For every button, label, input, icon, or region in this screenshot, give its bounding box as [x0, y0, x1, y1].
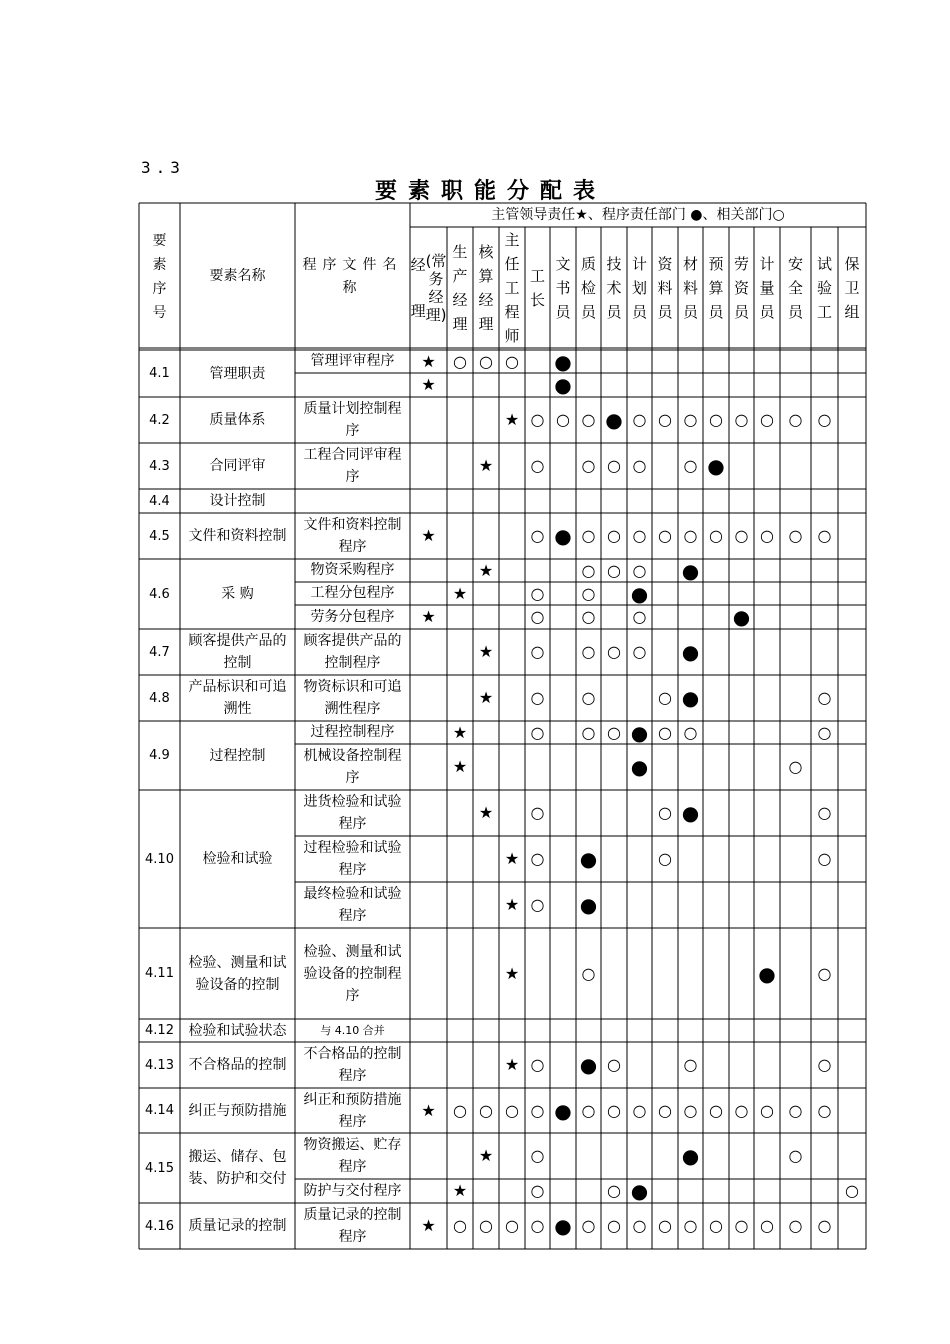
responsible-dot-mark: ●: [579, 847, 598, 871]
related-circle-mark: ○: [581, 722, 596, 742]
related-circle-mark: ○: [530, 607, 545, 626]
related-circle-mark: ○: [788, 410, 803, 429]
element-name: 采 购: [221, 586, 254, 602]
responsible-dot-mark: ●: [554, 524, 572, 548]
related-circle-mark: ○: [632, 410, 647, 429]
related-circle-mark: ○: [607, 456, 621, 475]
lead-star-mark: ★: [504, 849, 520, 868]
program-name: 工程合同评审程序: [303, 447, 402, 485]
element-code: 4.3: [149, 458, 170, 474]
element-name: 检验、测量和试验设备的控制: [188, 954, 287, 993]
responsible-dot-mark: ●: [630, 755, 649, 779]
related-circle-mark: ○: [658, 1216, 672, 1235]
element-name: 合同评审: [209, 458, 266, 474]
related-circle-mark: ○: [530, 410, 545, 429]
related-circle-mark: ○: [607, 560, 621, 580]
related-circle-mark: ○: [683, 526, 698, 545]
program-name: 进货检验和试验程序: [303, 794, 402, 832]
element-code: 4.8: [149, 690, 170, 706]
program-name: 物资搬运、贮存程序: [303, 1137, 402, 1175]
program-name: 劳务分包程序: [310, 609, 395, 625]
element-code: 4.14: [145, 1103, 174, 1118]
element-code: 4.2: [149, 412, 170, 428]
related-circle-mark: ○: [683, 1100, 698, 1120]
program-name: 质量计划控制程序: [303, 401, 402, 439]
responsible-dot-mark: ●: [681, 558, 700, 583]
element-code: 4.13: [145, 1057, 174, 1073]
lead-star-mark: ★: [452, 757, 468, 776]
related-circle-mark: ○: [734, 410, 749, 429]
program-name: 工程分包程序: [310, 585, 395, 601]
responsible-dot-mark: ●: [579, 893, 598, 917]
program-name: 检验、测量和试验设备的控制程序: [303, 943, 402, 1004]
related-circle-mark: ○: [530, 722, 545, 742]
responsible-dot-mark: ●: [630, 720, 649, 745]
program-name: 文件和资料控制程序: [303, 517, 402, 555]
related-circle-mark: ○: [817, 688, 832, 707]
program-name: 管理评审程序: [310, 353, 395, 369]
related-circle-mark: ○: [505, 1216, 519, 1235]
role-header: 安 全 员: [787, 254, 803, 321]
header-name: 要素名称: [209, 268, 266, 284]
related-circle-mark: ○: [817, 1055, 832, 1074]
role-header: 计 划 员: [631, 254, 647, 321]
related-circle-mark: ○: [788, 1216, 803, 1235]
responsible-dot-mark: ●: [681, 1144, 700, 1168]
related-circle-mark: ○: [581, 607, 596, 626]
lead-star-mark: ★: [421, 375, 436, 394]
lead-star-mark: ★: [421, 1216, 436, 1235]
related-circle-mark: ○: [788, 526, 803, 545]
element-name: 质量体系: [209, 412, 266, 428]
lead-star-mark: ★: [478, 688, 494, 707]
role-header: 材 料 员: [682, 254, 698, 321]
related-circle-mark: ○: [479, 351, 493, 371]
related-circle-mark: ○: [788, 757, 803, 776]
related-circle-mark: ○: [581, 1216, 596, 1235]
related-circle-mark: ○: [530, 1055, 545, 1074]
element-name: 搬运、储存、包装、防护和交付: [188, 1149, 287, 1187]
responsible-dot-mark: ●: [681, 686, 700, 710]
related-circle-mark: ○: [760, 526, 774, 545]
program-name: 质量记录的控制程序: [303, 1207, 402, 1245]
element-code: 4.1: [149, 366, 170, 381]
element-code: 4.6: [149, 586, 170, 602]
related-circle-mark: ○: [632, 1216, 647, 1235]
related-circle-mark: ○: [632, 526, 647, 545]
related-circle-mark: ○: [632, 642, 647, 661]
lead-star-mark: ★: [421, 1100, 436, 1120]
element-name: 管理职责: [209, 365, 266, 382]
role-header: 保 卫 组: [844, 254, 860, 321]
related-circle-mark: ○: [530, 895, 545, 914]
role-header: 劳 资 员: [733, 254, 749, 321]
related-circle-mark: ○: [632, 607, 647, 626]
related-circle-mark: ○: [581, 526, 596, 545]
related-circle-mark: ○: [817, 722, 832, 742]
role-header: 计 量 员: [759, 254, 775, 321]
related-circle-mark: ○: [581, 642, 596, 661]
related-circle-mark: ○: [581, 560, 596, 580]
related-circle-mark: ○: [734, 1100, 749, 1120]
program-name: 不合格品的控制程序: [303, 1046, 402, 1084]
related-circle-mark: ○: [607, 642, 621, 661]
program-name: 顾客提供产品的控制程序: [303, 633, 402, 671]
lead-star-mark: ★: [421, 351, 436, 371]
responsible-dot-mark: ●: [681, 801, 700, 825]
related-circle-mark: ○: [683, 456, 698, 475]
related-circle-mark: ○: [453, 1100, 467, 1120]
lead-star-mark: ★: [478, 1146, 494, 1165]
related-circle-mark: ○: [658, 526, 672, 545]
responsible-dot-mark: ●: [630, 1179, 649, 1203]
element-name: 产品标识和可追溯性: [188, 679, 287, 717]
related-circle-mark: ○: [505, 351, 519, 371]
program-name: 物资采购程序: [310, 562, 395, 578]
document-title: 要素职能分配表: [375, 178, 607, 204]
related-circle-mark: ○: [530, 1181, 545, 1200]
header-program: 程序文件名称: [302, 256, 403, 296]
role-header: 经 理 (常 务 经 理): [410, 251, 447, 324]
related-circle-mark: ○: [709, 1216, 723, 1235]
related-circle-mark: ○: [530, 526, 545, 545]
lead-star-mark: ★: [421, 607, 436, 626]
related-circle-mark: ○: [581, 688, 596, 707]
lead-star-mark: ★: [504, 410, 520, 429]
related-circle-mark: ○: [632, 456, 647, 475]
program-name: 物资标识和可追溯性程序: [303, 679, 402, 717]
role-header: 技 术 员: [606, 254, 622, 321]
responsible-dot-mark: ●: [605, 408, 623, 432]
lead-star-mark: ★: [452, 722, 468, 742]
related-circle-mark: ○: [658, 688, 672, 707]
element-name: 检验和试验: [202, 851, 273, 867]
related-circle-mark: ○: [709, 410, 723, 429]
element-code: 4.7: [149, 644, 170, 660]
related-circle-mark: ○: [683, 1216, 698, 1235]
related-circle-mark: ○: [556, 410, 570, 429]
program-name: 过程控制程序: [310, 724, 395, 740]
responsible-dot-mark: ●: [732, 605, 751, 629]
element-name: 纠正与预防措施: [188, 1102, 287, 1119]
element-name: 不合格品的控制: [188, 1057, 287, 1073]
related-circle-mark: ○: [607, 1181, 621, 1200]
element-name: 文件和资料控制: [188, 528, 287, 544]
related-circle-mark: ○: [530, 1216, 545, 1235]
lead-star-mark: ★: [504, 895, 520, 914]
related-circle-mark: ○: [658, 410, 672, 429]
responsible-dot-mark: ●: [554, 373, 572, 397]
responsible-dot-mark: ●: [554, 349, 572, 374]
related-circle-mark: ○: [760, 410, 774, 429]
responsible-dot-mark: ●: [681, 640, 700, 664]
related-circle-mark: ○: [453, 351, 467, 371]
role-header: 资 料 员: [657, 254, 673, 321]
related-circle-mark: ○: [505, 1100, 519, 1120]
element-code: 4.15: [145, 1160, 174, 1176]
role-header: 试 验 工: [816, 254, 832, 321]
section-number: 3.3: [141, 158, 185, 177]
related-circle-mark: ○: [709, 1100, 723, 1120]
related-circle-mark: ○: [658, 803, 672, 822]
lead-star-mark: ★: [504, 963, 520, 983]
element-code: 4.10: [145, 851, 174, 867]
responsible-dot-mark: ●: [758, 961, 776, 986]
related-circle-mark: ○: [607, 1216, 621, 1235]
related-circle-mark: ○: [607, 526, 621, 545]
related-circle-mark: ○: [581, 583, 596, 603]
element-name: 检验和试验状态: [188, 1022, 287, 1039]
related-circle-mark: ○: [530, 583, 545, 603]
related-circle-mark: ○: [817, 803, 832, 822]
related-circle-mark: ○: [817, 410, 832, 429]
related-circle-mark: ○: [788, 1100, 803, 1120]
program-name: [297, 489, 408, 513]
related-circle-mark: ○: [581, 456, 596, 475]
related-circle-mark: ○: [683, 1055, 698, 1074]
program-name: 机械设备控制程序: [303, 748, 402, 786]
related-circle-mark: ○: [607, 1100, 621, 1120]
lead-star-mark: ★: [478, 803, 494, 822]
related-circle-mark: ○: [530, 456, 545, 475]
element-code: 4.5: [149, 528, 170, 544]
element-code: 4.12: [145, 1023, 174, 1038]
lead-star-mark: ★: [504, 1055, 520, 1074]
responsible-dot-mark: ●: [707, 454, 725, 478]
related-circle-mark: ○: [658, 722, 672, 742]
role-header: 生 产 经 理: [452, 242, 468, 333]
role-header: 文 书 员: [555, 254, 571, 321]
related-circle-mark: ○: [817, 1100, 832, 1120]
related-circle-mark: ○: [632, 560, 647, 580]
related-circle-mark: ○: [530, 1146, 545, 1165]
related-circle-mark: ○: [530, 1100, 545, 1120]
related-circle-mark: ○: [817, 849, 832, 868]
related-circle-mark: ○: [453, 1216, 467, 1235]
lead-star-mark: ★: [478, 456, 494, 475]
responsible-dot-mark: ●: [554, 1214, 572, 1238]
related-circle-mark: ○: [581, 963, 596, 983]
element-name: 过程控制: [209, 747, 266, 764]
element-name: 设计控制: [209, 493, 266, 509]
related-circle-mark: ○: [683, 722, 698, 742]
related-circle-mark: ○: [581, 1100, 596, 1120]
element-code: 4.11: [145, 966, 174, 981]
header-legend: 主管领导责任★、程序责任部门 ●、相关部门○: [491, 206, 785, 223]
program-name: 最终检验和试验程序: [303, 886, 402, 924]
role-header: 主 任 工 程 师: [504, 230, 520, 345]
program-name: 过程检验和试验程序: [303, 840, 402, 878]
lead-star-mark: ★: [452, 583, 468, 603]
related-circle-mark: ○: [530, 803, 545, 822]
related-circle-mark: ○: [817, 526, 832, 545]
lead-star-mark: ★: [421, 526, 436, 545]
role-header: 质 检 员: [580, 254, 596, 321]
related-circle-mark: ○: [845, 1181, 859, 1200]
related-circle-mark: ○: [479, 1216, 493, 1235]
lead-star-mark: ★: [478, 642, 494, 661]
related-circle-mark: ○: [760, 1100, 774, 1120]
related-circle-mark: ○: [530, 688, 545, 707]
related-circle-mark: ○: [817, 1216, 832, 1235]
related-circle-mark: ○: [658, 849, 672, 868]
responsible-dot-mark: ●: [630, 581, 649, 606]
related-circle-mark: ○: [530, 849, 545, 868]
element-name: 顾客提供产品的控制: [188, 633, 287, 671]
role-header: 预 算 员: [708, 254, 724, 321]
related-circle-mark: ○: [734, 526, 749, 545]
program-name: 防护与交付程序: [303, 1183, 402, 1199]
program-name: [297, 373, 408, 397]
related-circle-mark: ○: [607, 722, 621, 742]
lead-star-mark: ★: [452, 1181, 468, 1200]
header-code: 要 素 序 号: [152, 232, 167, 321]
responsible-dot-mark: ●: [579, 1053, 598, 1077]
related-circle-mark: ○: [632, 1100, 647, 1120]
related-circle-mark: ○: [788, 1146, 803, 1165]
role-header: 核 算 经 理: [478, 242, 494, 333]
program-name: 纠正和预防措施程序: [303, 1091, 402, 1130]
related-circle-mark: ○: [530, 642, 545, 661]
element-code: 4.4: [149, 493, 170, 509]
related-circle-mark: ○: [581, 410, 596, 429]
responsible-dot-mark: ●: [554, 1098, 572, 1123]
related-circle-mark: ○: [683, 410, 698, 429]
element-code: 4.9: [149, 748, 170, 763]
related-circle-mark: ○: [734, 1216, 749, 1235]
element-code: 4.16: [145, 1218, 174, 1234]
role-header: 工 长: [529, 266, 545, 309]
related-circle-mark: ○: [658, 1100, 672, 1120]
program-name: 与 4.10 合并: [320, 1024, 385, 1037]
related-circle-mark: ○: [760, 1216, 774, 1235]
related-circle-mark: ○: [607, 1055, 621, 1074]
related-circle-mark: ○: [817, 963, 832, 983]
related-circle-mark: ○: [709, 526, 723, 545]
element-name: 质量记录的控制: [188, 1218, 287, 1234]
lead-star-mark: ★: [478, 560, 494, 580]
related-circle-mark: ○: [479, 1100, 493, 1120]
